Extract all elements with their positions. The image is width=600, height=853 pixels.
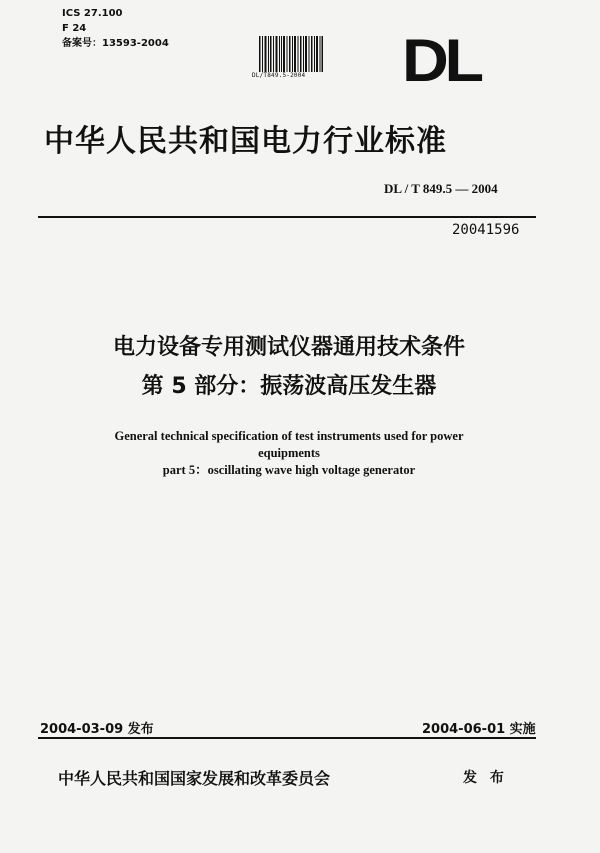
title-english-line2: equipments xyxy=(258,446,320,460)
effective-date: 2004-06-01 实施 xyxy=(422,722,536,737)
ics-code: ICS 27.100 xyxy=(62,8,123,19)
standard-number: DL / T 849.5 — 2004 xyxy=(384,181,498,196)
footer-divider xyxy=(38,737,536,739)
barcode xyxy=(258,36,324,72)
issue-date: 2004-03-09 发布 xyxy=(40,722,154,737)
classification-code: F 24 xyxy=(62,23,87,34)
title-english xyxy=(0,428,578,479)
record-number: 备案号：13593-2004 xyxy=(62,38,169,49)
header-divider xyxy=(38,216,536,218)
issuing-authority: 中华人民共和国国家发展和改革委员会 xyxy=(58,769,331,788)
issue-label: 发 布 xyxy=(463,770,508,786)
logo-text: DL xyxy=(402,27,480,94)
title-chinese-line2: 第 5 部分：振荡波高压发生器 xyxy=(141,374,437,399)
stamped-number: 20041596 xyxy=(452,222,520,238)
barcode-caption: DL/T849.5-2004 xyxy=(252,72,306,79)
metadata-block xyxy=(62,6,169,51)
standard-category-title: 中华人民共和国电力行业标准 xyxy=(44,124,447,159)
title-english-line3: part 5：oscillating wave high voltage generator xyxy=(162,463,416,477)
title-english-line1: General technical specification of test instruments used for power xyxy=(114,429,464,443)
title-chinese-line1: 电力设备专用测试仪器通用技术条件 xyxy=(112,335,465,360)
dl-logo xyxy=(402,27,492,94)
